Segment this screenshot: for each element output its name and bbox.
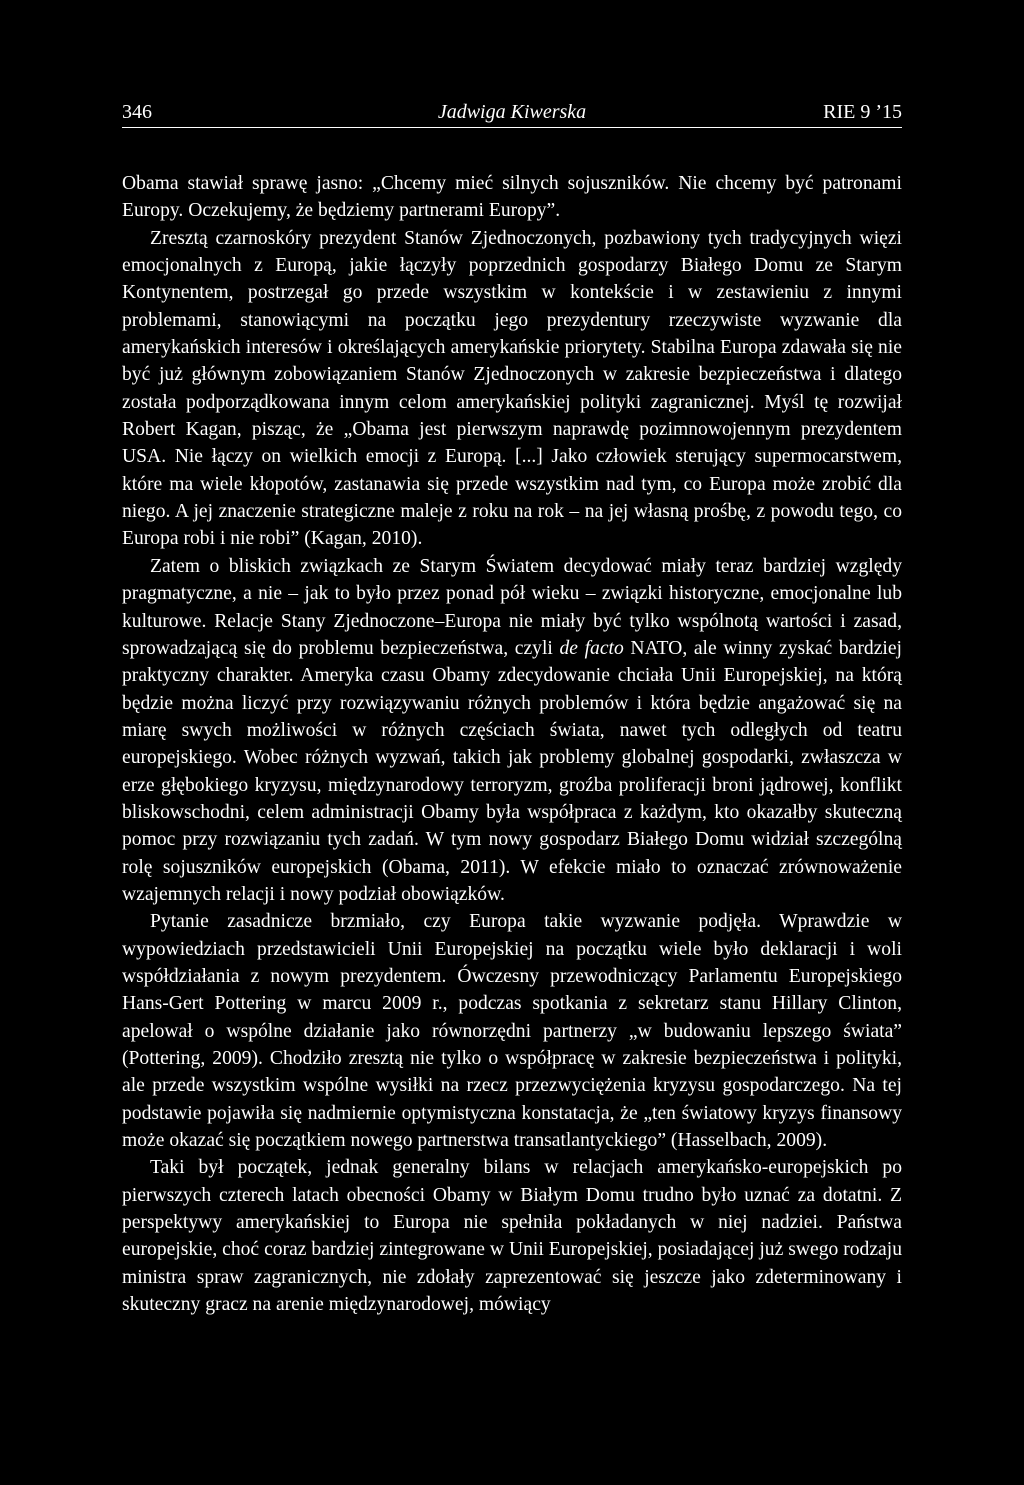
- paragraph-text-continued: NATO, ale winny zyskać bardziej praktyczny charakter. Ameryka czasu Obamy zdecydowanie chciała Unii Europejskiej, na którą będzie można liczyć przy rozwiązywaniu różnych problemów i która będzie angażować się na miarę swych możliwości w różnych częściach świata, nawet tych odległych od teatru europejskiego. Wobec różnych wyzwań, takich jak problemy globalnej gospodarki, zwłaszcza w erze głębokiego kryzysu, międzynarodowy terroryzm, groźba proliferacji broni jądrowej, konflikt bliskowschodni, celem administracji Obamy była współpraca z każdym, kto okazałby skuteczną pomoc przy rozwiązaniu tych zadań. W tym nowy gospodarz Białego Domu widział szczególną rolę sojuszników europejskich (Obama, 2011). W efekcie miało to oznaczać zrównoważenie wzajemnych relacji i nowy podział obowiązków.: [122, 637, 902, 905]
- paragraph-4: [122, 908, 902, 1154]
- paragraph-1: [122, 170, 902, 225]
- paragraph-text: Pytanie zasadnicze brzmiało, czy Europa takie wyzwanie podjęła. Wprawdzie w wypowiedziach przedstawicieli Unii Europejskiej na początku wiele było deklaracji i woli współdziałania z nowym prezydentem. Ówczesny przewodniczący Parlamentu Europejskiego Hans-Gert Pottering w marcu 2009 r., podczas spotkania z sekretarz stanu Hillary Clinton, apelował o wspólne działanie jako równorzędni partnerzy „w budowaniu lepszego świata” (Pottering, 2009). Chodziło zresztą nie tylko o współpracę w zakresie bezpieczeństwa i polityki, ale przede wszystkim wspólne wysiłki na rzecz przezwyciężenia kryzysu gospodarczego. Na tej podstawie pojawiła się nadmiernie optymistyczna konstatacja, że „ten światowy kryzys finansowy może okazać się początkiem nowego partnerstwa transatlantyckiego” (Hasselbach, 2009).: [122, 911, 902, 1152]
- header-rule: [122, 127, 902, 128]
- paragraph-text: Zresztą czarnoskóry prezydent Stanów Zjednoczonych, pozbawiony tych tradycyjnych więzi emocjonalnych z Europą, jakie łączyły poprzednich gospodarzy Białego Domu ze Starym Kontynentem, postrzegał go przede wszystkim w kontekście i w zestawieniu z innymi problemami, stanowiącymi na początku jego prezydentury rzeczywiste wyzwanie dla amerykańskich interesów i określających amerykańskie priorytety. Stabilna Europa zdawała się nie być już głównym zobowiązaniem Stanów Zjednoczonych w zakresie bezpieczeństwa i dlatego została podporządkowana innym celom amerykańskiej polityki zagranicznej. Myśl tę rozwijał Robert Kagan, pisząc, że „Obama jest pierwszym naprawdę pozimnowojennym prezydentem USA. Nie łączy on wielkich emocji z Europą. [...] Jako człowiek sterujący supermocarstwem, które ma wiele kłopotów, zastanawia się przede wszystkim nad tym, co Europa może zrobić dla niego. A jej znaczenie strategiczne maleje z roku na rok – na jej własną prośbę, z powodu tego, co Europa robi i nie robi” (Kagan, 2010).: [122, 227, 902, 550]
- running-head-journal: RIE 9 ’15: [823, 101, 902, 123]
- paragraph-2: [122, 225, 902, 553]
- paragraph-3: [122, 553, 902, 908]
- paragraph-text: Taki był początek, jednak generalny bilans w relacjach amerykańsko-europejskich po pierwszych czterech latach obecności Obamy w Białym Domu trudno było uznać za dotatni. Z perspektywy amerykańskiej to Europa nie spełniła pokładanych w niej nadziei. Państwa europejskie, choć coraz bardziej zintegrowane w Unii Europejskiej, posiadającej już swego rodzaju ministra spraw zagranicznych, nie zdołały zaprezentować się jeszcze jako zdeterminowany i skuteczny gracz na arenie międzynarodowej, mówiący: [122, 1157, 902, 1316]
- page-number: 346: [122, 101, 152, 123]
- italic-term: de facto: [559, 637, 624, 659]
- paragraph-text: Zatem o bliskich związkach ze Starym Światem decydować miały teraz bardziej względy pragmatyczne, a nie – jak to było przez ponad pół wieku – związki historyczne, emocjonalne lub kulturowe. Relacje Stany Zjednoczone–Europa nie miały być tylko wspólnotą wartości i zasad, sprowadzającą się do problemu bezpieczeństwa, czyli: [122, 555, 902, 659]
- body-text: [122, 170, 902, 1318]
- running-head-author: Jadwiga Kiwerska: [437, 101, 587, 123]
- paragraph-text: Obama stawiał sprawę jasno: „Chcemy mieć silnych sojuszników. Nie chcemy być patronami Europy. Oczekujemy, że będziemy partnerami Europy”.: [122, 173, 902, 222]
- page-header: [122, 100, 902, 130]
- paragraph-5: [122, 1154, 902, 1318]
